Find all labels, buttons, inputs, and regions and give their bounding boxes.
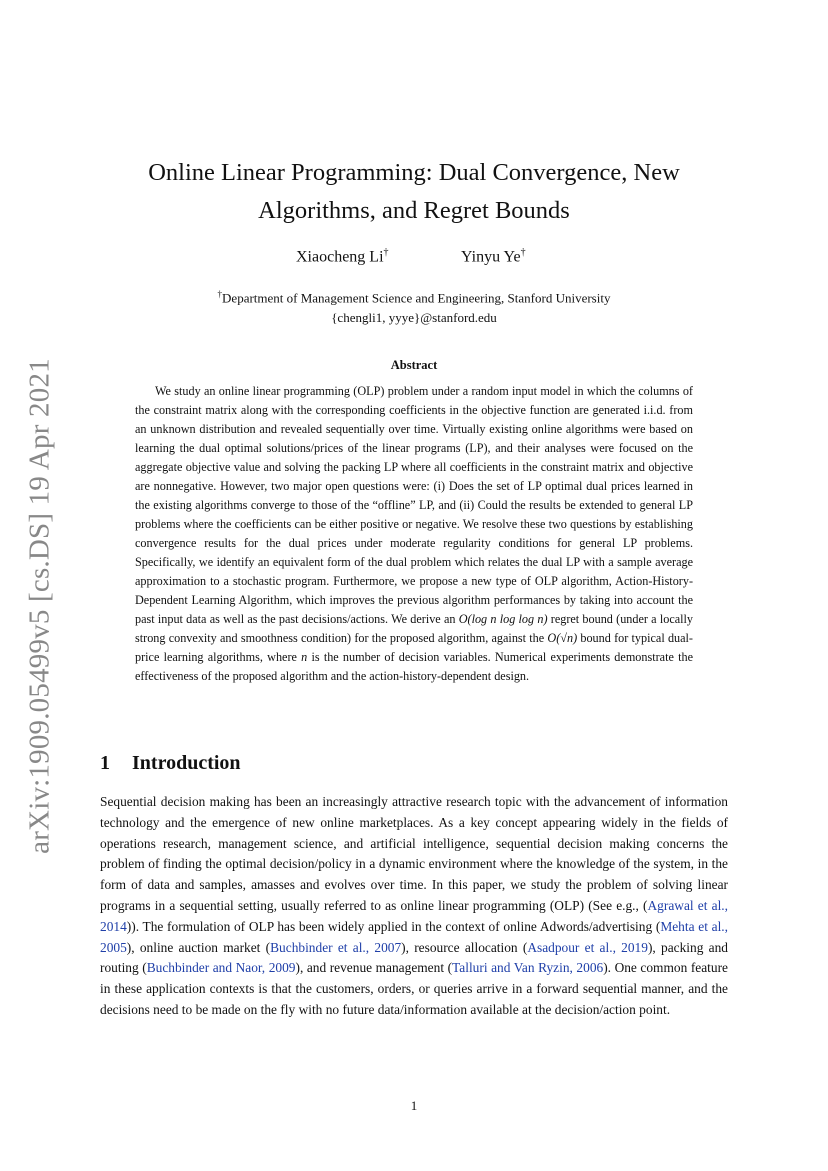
affiliation-block (100, 284, 728, 328)
abstract-text-2: regret bound (under a locally strong convexity and smoothness condition) for the proposed algorithm, against the (135, 612, 693, 645)
affiliation-mark: † (217, 289, 223, 299)
affiliation-line (100, 284, 728, 308)
section-number: 1 (100, 752, 110, 774)
paper-title: Online Linear Programming: Dual Convergence, New Algorithms, and Regret Bounds (148, 159, 680, 224)
abstract-body (135, 382, 693, 686)
intro-text-6: ), and revenue management ( (295, 960, 453, 976)
citation-link-asadpour[interactable]: Asadpour et al., 2019 (527, 939, 648, 955)
abstract-text-1: We study an online linear programming (OLP) problem under a random input model in which the columns of the constraint matrix along with the corresponding coefficients in the objective function are generated i.i.d. from an unknown distribution and revealed sequentially over time. Virtually existing online algorithms were based on learning the dual optimal solutions/prices of the linear programs (LP), and their analyses were focused on the aggregate objective value and solving the packing LP where all coefficients in the constraint matrix and objective are nonnegative. However, two major open questions were: (i) Does the set of LP optimal dual prices learned in the existing algorithms converge to those of the “offline” LP, and (ii) Could the results be extended to general LP problems where the coefficients can be either positive or negative. We resolve these two questions by establishing convergence results for the dual prices under moderate regularity conditions for general LP problems. Specifically, we identify an equivalent form of the dual problem which relates the dual LP with a sample average approximation to a stochastic program. Furthermore, we propose a new type of OLP algorithm, Action-History-Dependent Learning Algorithm, which improves the previous algorithm performances by taking into account the past input data as well as the past decisions/actions. We derive an (135, 384, 693, 626)
arxiv-identifier: arXiv:1909.05499v5 [cs.DS] 19 Apr 2021 (23, 358, 56, 854)
author-1-mark: † (383, 247, 389, 258)
abstract-math-1: O(log n log log n) (458, 612, 548, 626)
abstract-text-3: bound for typical dual-price learning algorithms, where (135, 631, 693, 664)
intro-text-3: ), online auction market ( (126, 939, 271, 955)
author-list (0, 247, 828, 269)
citation-link-agrawal[interactable]: Agrawal et al., 2014 (100, 897, 728, 934)
intro-text-2: )). The formulation of OLP has been widely applied in the context of online Adwords/advertising ( (126, 918, 661, 934)
citation-link-buchbinder-naor[interactable]: Buchbinder and Naor, 2009 (146, 960, 296, 976)
abstract-heading: Abstract (390, 358, 438, 372)
intro-text-7: ). One common feature in these application contexts is that the customers, orders, or queries arrive in a forward sequential manner, and the decisions need to be made on the fly with no future data/information available at the decision/action point. (100, 960, 728, 1017)
author-2-mark: † (520, 247, 526, 258)
intro-text-1: Sequential decision making has been an increasingly attractive research topic with the advancement of information technology and the emergence of new online marketplaces. As a key concept appearing widely in the fields of operations research, management science, and artificial intelligence, sequential decision making concerns the problem of finding the optimal decision/policy in a dynamic environment where the knowledge of the system, in the form of data and samples, amasses and evolves over time. In this paper, we study the problem of solving linear programs in a sequential setting, usually referred to as online linear programming (OLP) (See e.g., ( (100, 794, 728, 913)
abstract-math-3: n (301, 650, 308, 664)
author-1-name: Xiaocheng Li (296, 248, 384, 266)
abstract-math-2: O(√n) (547, 631, 578, 645)
section-heading (100, 752, 241, 775)
author-2-name: Yinyu Ye (461, 248, 521, 266)
page-number: 1 (410, 1098, 418, 1113)
abstract-text-4: is the number of decision variables. Numerical experiments demonstrate the effectiveness of the proposed algorithm and the action-history-dependent design. (135, 650, 693, 683)
affiliation-email: {chengli1, yyye}@stanford.edu (331, 310, 497, 326)
author-1 (296, 247, 389, 266)
author-2 (461, 247, 526, 266)
section-title: Introduction (132, 752, 241, 774)
citation-link-talluri[interactable]: Talluri and Van Ryzin, 2006 (452, 960, 604, 976)
citation-link-mehta[interactable]: Mehta et al., 2005 (100, 918, 728, 955)
citation-link-buchbinder-2007[interactable]: Buchbinder et al., 2007 (270, 939, 402, 955)
introduction-paragraph (100, 792, 728, 1021)
intro-text-5: ), packing and routing ( (100, 939, 728, 976)
affiliation-department: Department of Management Science and Engineering, Stanford University (222, 290, 611, 306)
intro-text-4: ), resource allocation ( (401, 939, 528, 955)
